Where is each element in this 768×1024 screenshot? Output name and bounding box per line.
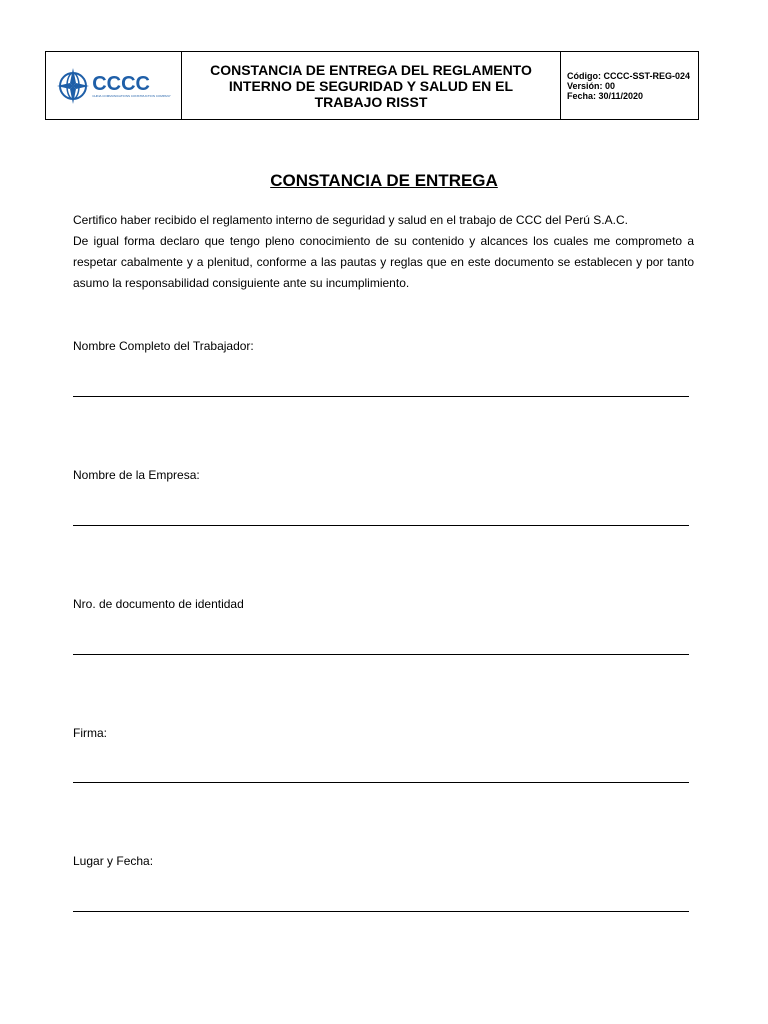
logo-text: CCCC [92,72,150,95]
paragraph-certification: Certifico haber recibido el reglamento interno de seguridad y salud en el trabajo de CCC del Perú S.A.C. [73,213,628,227]
field-label-company-name: Nombre de la Empresa: [73,468,200,482]
document-date: Fecha: 30/11/2020 [567,90,644,101]
company-logo [56,66,171,106]
worker-name-line[interactable] [73,396,689,397]
field-label-place-date: Lugar y Fecha: [73,854,154,868]
signature-line[interactable] [73,782,689,783]
company-name-line[interactable] [73,525,689,526]
header-title [182,52,561,119]
paragraph-declaration: De igual forma declaro que tengo pleno conocimiento de su contenido y alcances los cuales me comprometo a respetar cabalmente y a plenitud, conforme a las pautas y reglas que en este documento se establecen y por tanto asumo la responsabilidad consiguiente ante su incumplimiento. [73,234,694,290]
field-label-id-number: Nro. de documento de identidad [73,597,244,611]
id-number-line[interactable] [73,654,689,655]
document-metadata [561,52,698,119]
logo-subtext: CHINA COMMUNICATIONS CONSTRUCTION COMPANY [92,93,171,98]
field-label-signature: Firma: [73,726,107,740]
field-label-worker-name: Nombre Completo del Trabajador: [73,339,254,353]
header-title-line-2: INTERNO DE SEGURIDAD Y SALUD EN EL [228,77,514,94]
header-title-line-3: TRABAJO RISST [314,93,428,110]
document-code: Código: CCCC-SST-REG-024 [567,70,691,81]
place-date-line[interactable] [73,911,689,912]
globe-compass-icon [56,66,90,106]
certification-text [73,210,694,294]
page-title: CONSTANCIA DE ENTREGA [270,171,498,190]
header-title-line-1: CONSTANCIA DE ENTREGA DEL REGLAMENTO [210,61,532,78]
document-version: Versión: 00 [567,80,616,91]
logo-cell [46,52,182,119]
document-header [45,51,699,120]
